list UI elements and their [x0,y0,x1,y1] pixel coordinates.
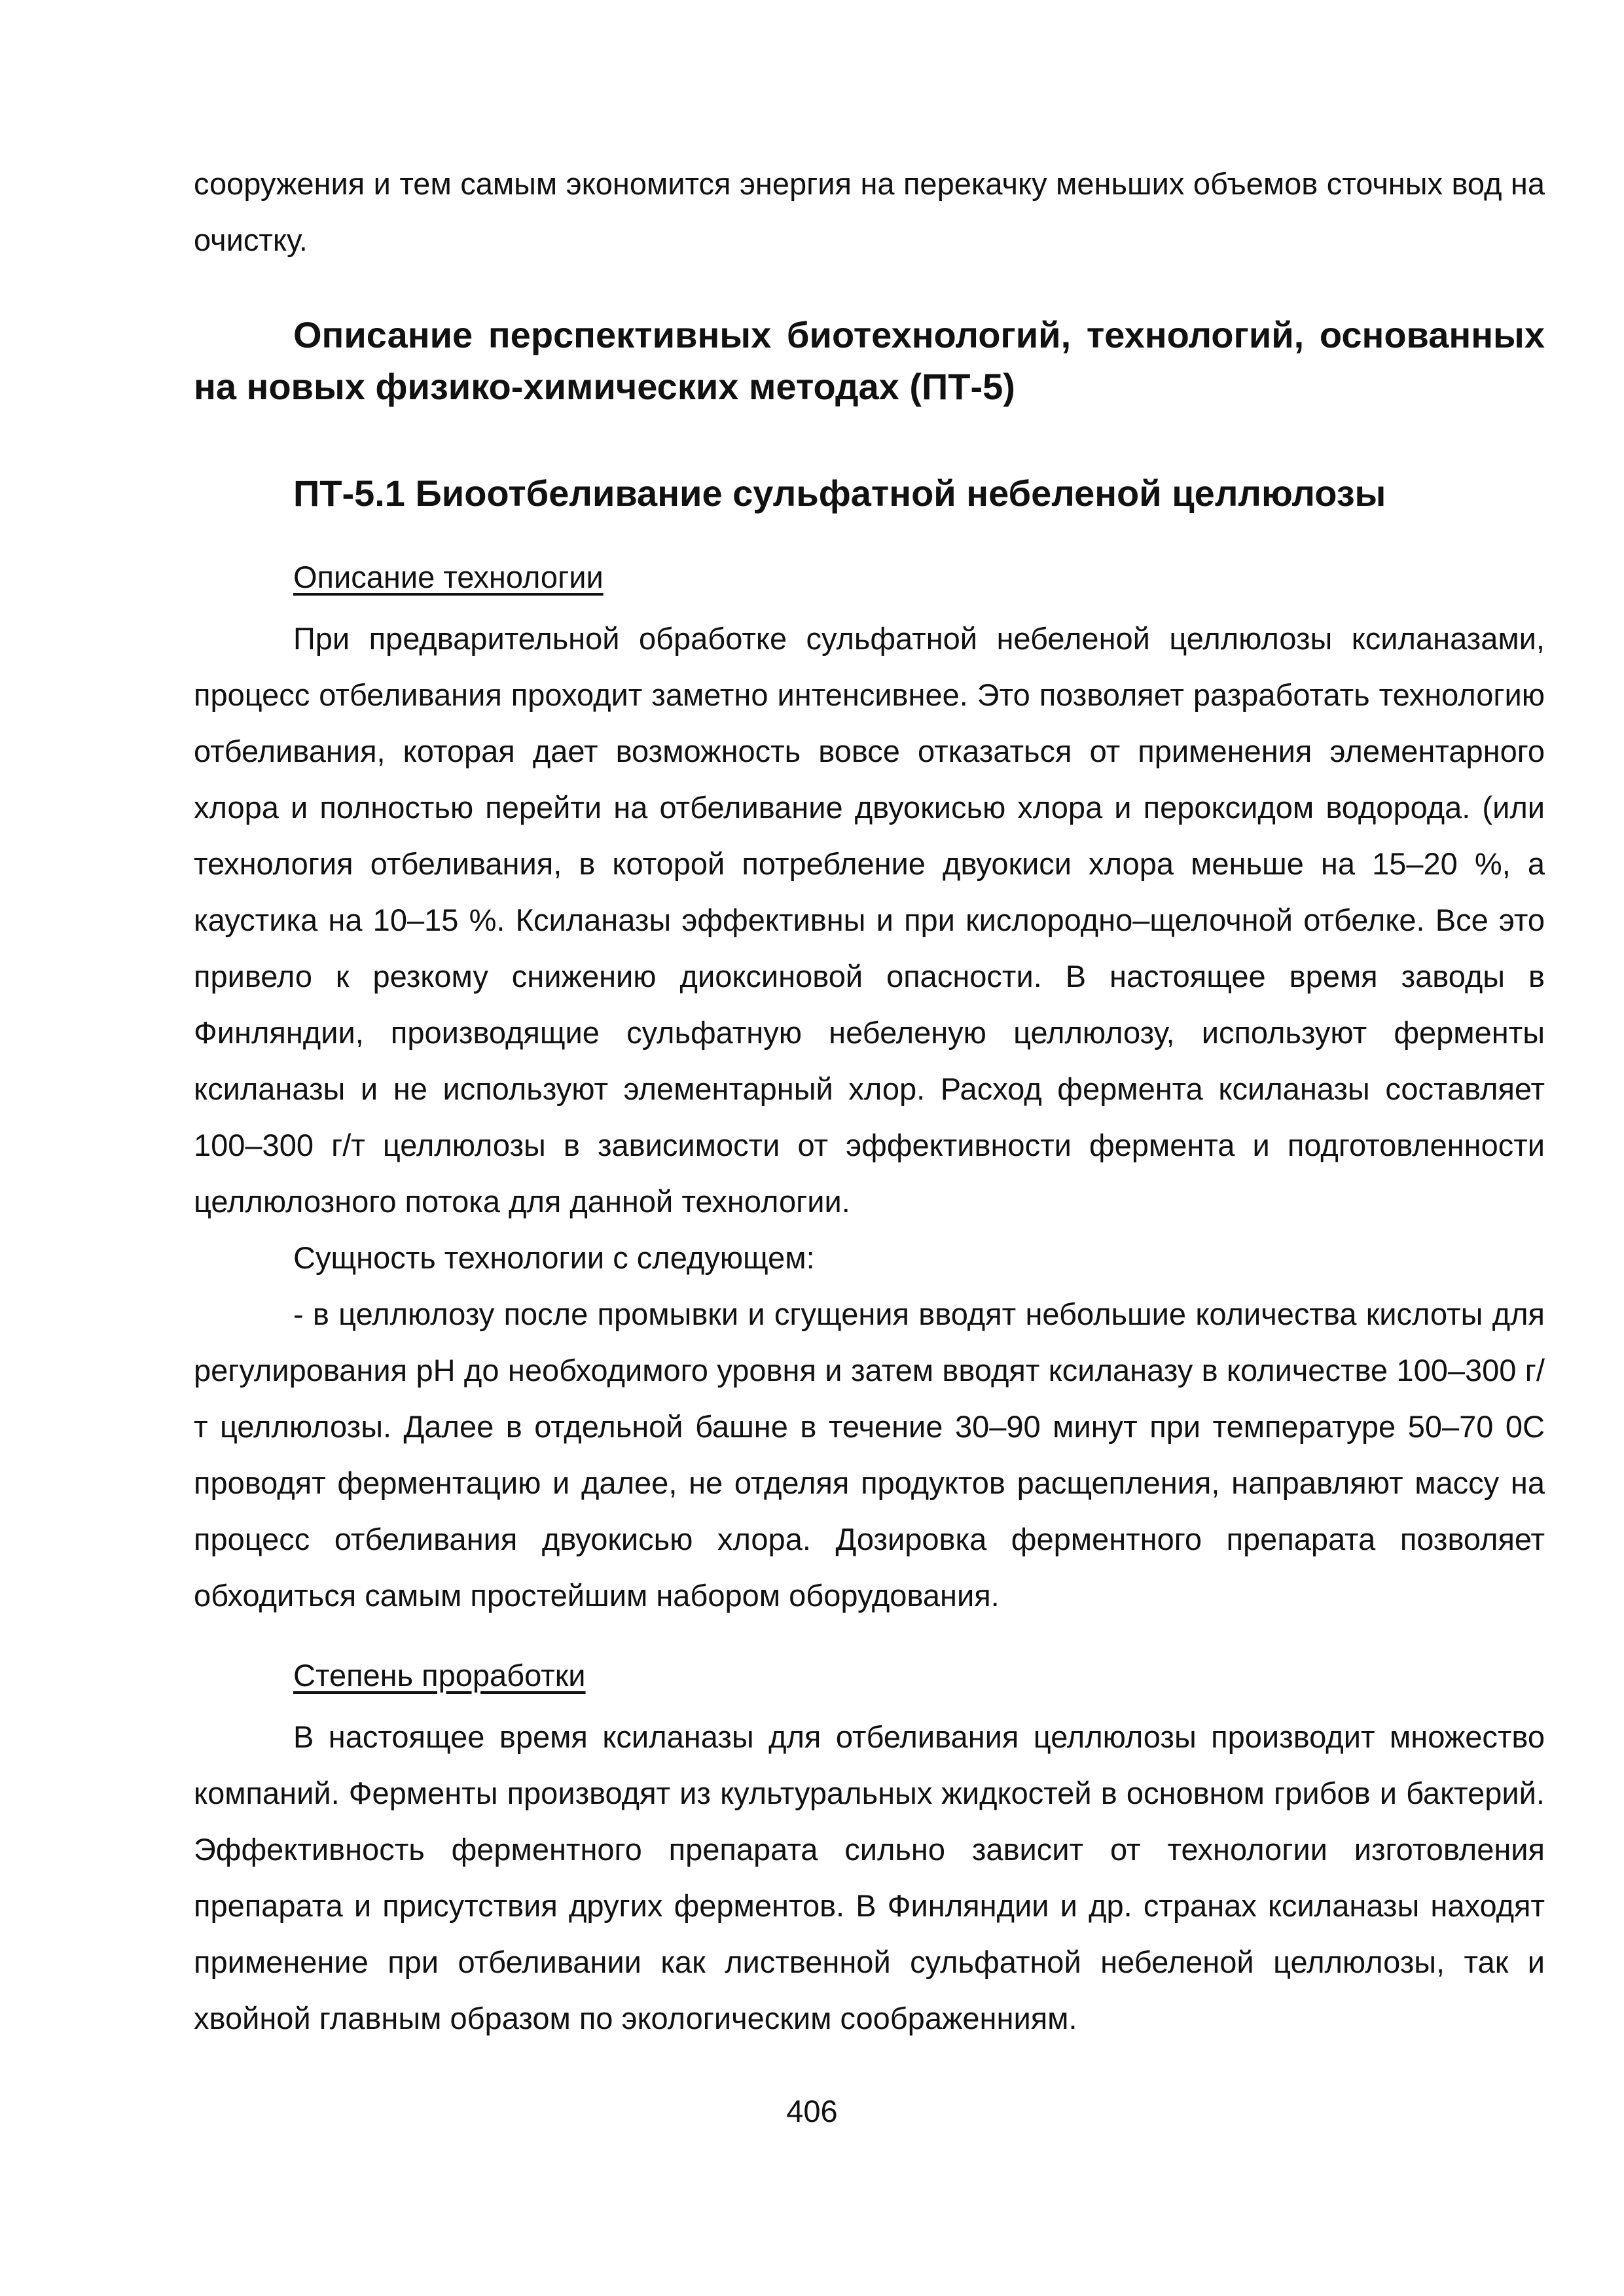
description-section [194,549,1545,1624]
essence-paragraph: Сущность технологии с следующем: [293,1240,815,1275]
intro-paragraph: сооружения и тем самым экономится энергия на перекачку меньших объемов сточных вод на очистку. [194,166,1545,257]
development-section [194,1647,1545,2047]
document-page [194,156,1545,2047]
procedure-paragraph: - в целлюлозу после промывки и сгущения вводят небольшие количества кислоты для регулирования рН до необходимого уровня и затем вводят ксиланазу в количестве 100–300 г/т целлюлозы. Далее в отдельной башне в течение 30–90 минут при температуре 50–70 0С проводят ферментацию и далее, не отделяя продуктов расщепления, направляют массу на процесс отбеливания двуокисью хлора. Дозировка ферментного препарата позволяет обходиться самым простейшим набором оборудования. [194,1297,1545,1613]
development-heading: Степень проработки [293,1658,586,1693]
description-paragraph: При предварительной обработке сульфатной небеленой целлюлозы ксиланазами, процесс отбеливания проходит заметно интенсивнее. Это позволяет разработать технологию отбеливания, которая дает возможность вовсе отказаться от применения элементарного хлора и полностью перейти на отбеливание двуокисью хлора и пероксидом водорода. (или технология отбеливания, в которой потребление двуокиси хлора меньше на 15–20 %, а каустика на 10–15 %. Ксиланазы эффективны и при кислородно–щелочной отбелке. Все это привело к резкому снижению диоксиновой опасности. В настоящее время заводы в Финляндии, производящие сульфатную небеленую целлюлозу, используют ферменты ксиланазы и не используют элементарный хлор. Расход фермента ксиланазы составляет 100–300 г/т целлюлозы в зависимости от эффективности фермента и подготовленности целлюлозного потока для данной технологии. [194,621,1545,1219]
section-title: Описание перспективных биотехнологий, технологий, основанных на новых физико-химических методах (ПТ-5) [194,314,1545,407]
page-number: 406 [786,2094,838,2128]
development-paragraph: В настоящее время ксиланазы для отбеливания целлюлозы производит множество компаний. Ферменты производят из культуральных жидкостей в основном грибов и бактерий. Эффективность ферментного препарата сильно зависит от технологии изготовления препарата и присутствия других ферментов. В Финляндии и др. странах ксиланазы находят применение при отбеливании как лиственной сульфатной небеленой целлюлозы, так и хвойной главным образом по экологическим соображенниям. [194,1719,1545,2036]
description-heading: Описание технологии [293,560,604,594]
subsection-title: ПТ-5.1 Биоотбеливание сульфатной небеленой целлюлозы [293,473,1386,514]
